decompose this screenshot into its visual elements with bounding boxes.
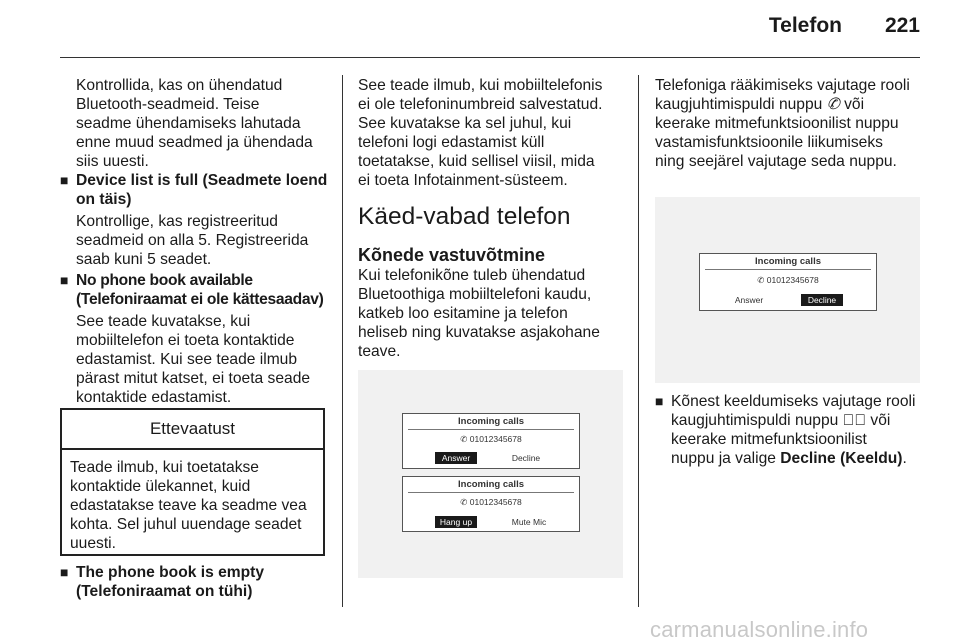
caution-text: Teade ilmub, kui toetatakse kontaktide ülekannet, kuid edastatakse teave ka seadme vea kohta. Sel juhul uuendage seadet uuesti. — [70, 459, 307, 552]
section-heading: Käed-vabad telefon — [358, 203, 571, 230]
caution-box — [60, 408, 325, 556]
phone-hangup-icon: ✆⃠ — [842, 412, 867, 429]
paragraph: Kontrollida, kas on ühendatud Bluetooth-seadmeid. Teise seadme ühendamiseks lahutada enne muud seadmed ja ühendada siis uuesti. — [76, 77, 313, 170]
header-rule — [60, 57, 920, 58]
running-header-title: Telefon — [768, 14, 842, 37]
phone-icon: ✆ — [757, 275, 767, 285]
bullet-icon: ■ — [655, 393, 664, 409]
bullet-title: The phone book is empty (Telefoniraamat on tühi) — [76, 564, 265, 600]
paragraph: Kui telefonikõne tuleb ühendatud Bluetoothiga mobiiltelefoni kaudu, katkeb loo esitamine ja telefon heliseb ning kuvatakse asjakohane teave. — [358, 267, 600, 360]
bullet-icon: ■ — [60, 564, 69, 580]
paragraph: Kontrollige, kas registreeritud seadmeid on alla 5. Registreerida saab kuni 5 seadet. — [76, 213, 309, 268]
bullet-icon: ■ — [60, 172, 69, 188]
paragraph: Telefoniga rääkimiseks vajutage rooli kaugjuhtimispuldi nuppu ✆ või keerake mitmefunktsioonilist nuppu vastamisfunktsioonile liikumiseks ning seejärel vajutage seda nuppu. — [655, 77, 910, 170]
incoming-call-screen: Incoming calls ✆ 01012345678 Answer Decline — [402, 413, 580, 469]
bullet-icon: ■ — [60, 272, 69, 288]
answer-button: Answer — [734, 295, 764, 305]
bullet-title: Device list is full (Seadmete loend on täis) — [76, 172, 328, 208]
column-divider — [638, 75, 639, 607]
screen-illustration — [358, 370, 623, 578]
watermark: carmanualsonline.info — [650, 617, 869, 642]
hang-up-button: Hang up — [435, 516, 477, 528]
page-number: 221 — [884, 14, 920, 37]
decline-button: Decline — [801, 294, 843, 306]
phone-icon: ✆ — [460, 497, 470, 507]
phone-icon: ✆ — [460, 434, 470, 444]
mute-mic-button: Mute Mic — [511, 517, 547, 527]
subsection-heading: Kõnede vastuvõtmine — [358, 245, 546, 265]
paragraph: Kõnest keeldumiseks vajutage rooli kaugjuhtimispuldi nuppu ✆⃠ või keerake mitmefunktsioonilist nuppu ja valige Decline (Keeldu). — [671, 393, 916, 467]
answer-button: Answer — [435, 452, 477, 464]
active-call-screen: Incoming calls ✆ 01012345678 Hang up Mute Mic — [402, 476, 580, 532]
bullet-title: No phone book available (Telefoniraamat ei ole kättesaadav) — [76, 272, 324, 308]
decline-button: Decline — [511, 453, 541, 463]
paragraph: See teade kuvatakse, kui mobiiltelefon ei toeta kontaktide edastamist. Kui see teade ilmub pärast mitut katset, ei toeta seade kontaktide edastamist. — [76, 313, 311, 406]
screen-illustration — [655, 197, 920, 383]
paragraph: See teade ilmub, kui mobiiltelefonis ei ole telefoninumbreid salvestatud. See kuvatakse ka sel juhul, kui telefoni logi edastamist küll toetatakse, kuid sellisel viisil, mida ei toeta Infotainment-süsteem. — [358, 77, 603, 189]
column-divider — [342, 75, 343, 607]
phone-icon: ✆ — [826, 96, 840, 113]
incoming-call-screen: Incoming calls ✆ 01012345678 Answer Decline — [699, 253, 877, 311]
caution-title: Ettevaatust — [62, 410, 323, 450]
